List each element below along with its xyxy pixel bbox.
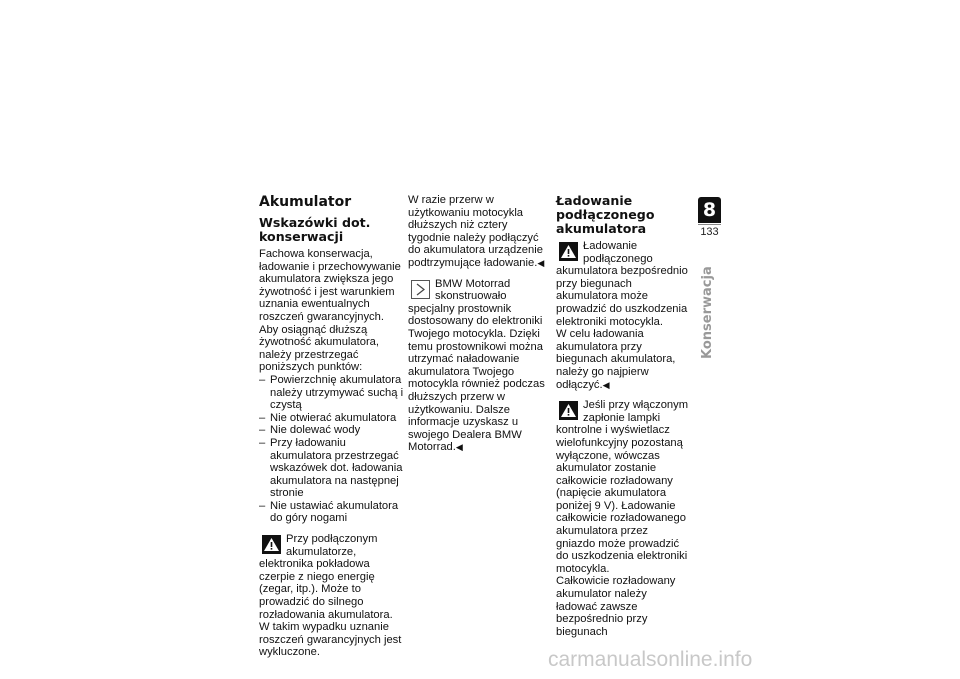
tip-icon xyxy=(411,280,430,299)
end-mark: ◀ xyxy=(537,257,545,268)
warning-note xyxy=(259,533,405,659)
tip-text: BMW Motorrad skonstruowało specjalny prostownik dostosowany do elektroniki Twojego motocykla. Dzięki temu prostownikowi można utrzymać naładowanie akumulatora Twojego motocykla również podczas dłuższych przerw w użytkowaniu. Dalsze informacje uzyskasz u swojego Dealera BMW Motorrad. xyxy=(408,277,545,454)
list-item: – Powierzchnię akumulatora należy utrzymywać suchą i czystą xyxy=(259,374,405,412)
end-mark: ◀ xyxy=(602,379,610,390)
watermark: carmanualsonline.info xyxy=(548,648,753,671)
list-item: – Przy ładowaniu akumulatora przestrzegać wskazówek dot. ładowania akumulatora na następnej stronie xyxy=(259,437,405,500)
paragraph-text: W razie przerw w użytkowaniu motocykla dłuższych niż cztery tygodnie należy podłączyć do akumulatora urządzenie podtrzymujące ładowanie. xyxy=(408,194,543,269)
maintenance-list xyxy=(259,374,405,525)
warning-triangle-icon xyxy=(559,242,578,261)
end-mark: ◀ xyxy=(455,442,463,453)
section-subtitle: Wskazówki dot. konserwacji xyxy=(259,215,371,244)
list-item: – Nie otwierać akumulatora xyxy=(259,412,405,425)
paragraph-text: W celu ładowania akumulatora przy biegunach akumulatora, należy go najpierw odłączyć. xyxy=(556,328,676,391)
section2-title: Ładowanie podłączonego akumulatora xyxy=(556,193,655,236)
column-3 xyxy=(556,194,690,638)
tip-note xyxy=(408,278,552,454)
chapter-label: Konserwacja xyxy=(700,266,715,359)
list-item: – Nie dolewać wody xyxy=(259,424,405,437)
intro-paragraph: Fachowa konserwacja, ładowanie i przechowywanie akumulatora zwiększa jego żywotność i jest warunkiem uznania ewentualnych roszczeń gwarancyjnych. xyxy=(259,248,401,323)
column-1 xyxy=(259,194,405,659)
warning-text: Przy podłączonym akumulatorze, elektronika pokładowa czerpie z niego energię (zegar, itp.). Może to prowadzić do silnego rozładowania akumulatora. W takim wypadku uznanie roszczeń gwarancyjnych jest wykluczone. xyxy=(259,533,402,659)
column-2 xyxy=(408,194,552,454)
chapter-number: 8 xyxy=(698,197,721,223)
disconnect-paragraph xyxy=(556,328,690,391)
page-number: 133 xyxy=(698,224,721,238)
list-intro: Aby osiągnąć dłuższą żywotność akumulatora, należy przestrzegać poniższych punktów: xyxy=(259,323,380,374)
continuation-paragraph xyxy=(408,194,552,270)
final-paragraph: Całkowicie rozładowany akumulator należy ładować zawsze bezpośrednio przy biegunach xyxy=(556,575,676,638)
chapter-tab xyxy=(698,197,721,238)
warning-note xyxy=(556,399,690,575)
section-title: Akumulator xyxy=(259,194,352,210)
warning-triangle-icon xyxy=(262,535,281,554)
warning-triangle-icon xyxy=(559,401,578,420)
warning-note xyxy=(556,240,690,328)
warning-text: Jeśli przy włączonym zapłonie lampki kontrolne i wyświetlacz wielofunkcyjny pozostaną wyłączone, wówczas akumulator zostanie całkowicie rozładowany (napięcie akumulatora poniżej 9 V). Ładowanie całkowicie rozładowanego akumulatora przez gniazdo może prowadzić do uszkodzenia elektroniki motocykla. xyxy=(556,399,689,575)
list-item: – Nie ustawiać akumulatora do góry nogami xyxy=(259,500,405,525)
warning-text: Ładowanie podłączonego akumulatora bezpośrednio przy biegunach akumulatora może prowadzić do uszkodzenia elektroniki motocykla. xyxy=(556,240,688,328)
